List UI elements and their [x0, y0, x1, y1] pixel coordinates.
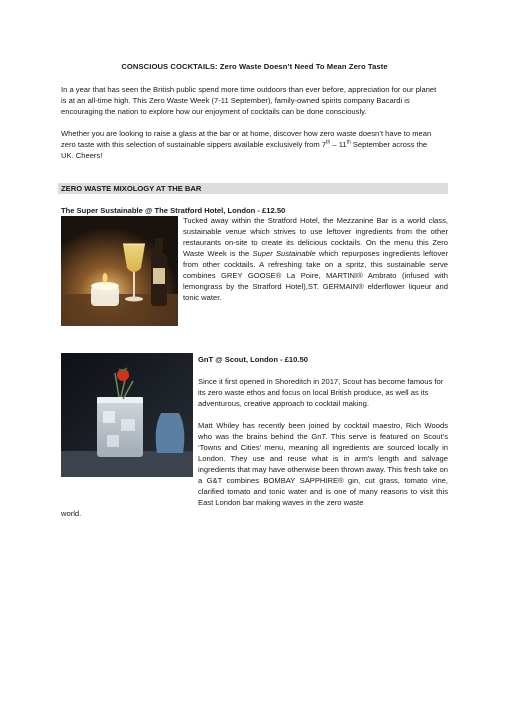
cocktail1-text-a: Tucked away within the Stratford Hotel, the Mezzanine Bar is a world class, sustainable venue which strives to use leftover ingredients from the other restaurants on-site to create its delicious cocktails. On the menu this Zero Waste Week is the: [183, 216, 448, 258]
cocktail2-heading: GnT @ Scout, London - £10.50: [198, 355, 308, 364]
cocktail2-description-1: Since it first opened in Shoreditch in 2017, Scout has become famous for its zero waste ethos and focus on local British produce, as well as its adventurous, creative approach to cocktail making.: [198, 377, 444, 408]
para2-text-a: Whether you are looking to raise a glass at the bar or at home, discover how zero waste doesn’t have to mean zero taste with this selection of sustainable sippers available exclusively from 7: [61, 129, 432, 149]
cocktail2-photo: [61, 353, 193, 477]
intro-paragraph: In a year that has seen the British public spend more time outdoors than ever before, appreciation for our planet is at an all-time high. This Zero Waste Week (7-11 September), family-owned spirits company Bacardi is encouraging the nation to explore how our enjoyment of cocktails can be done consciously.: [61, 85, 437, 116]
cocktail1-text-b: which repurposes ingredients leftover from other cocktails. A refreshing take on a spritz, this sustainable serve combines GREY GOOSE® La Poire, MARTINI® Ambrato (infused with lemongrass by the Stratford Hotel),ST. GERMAIN® elderflower liqueur and tonic water.: [183, 249, 448, 302]
cocktail1-heading: The Super Sustainable @ The Stratford Hotel, London - £12.50: [61, 206, 286, 215]
para2-sup-2: th: [346, 139, 351, 146]
para2-text-c: September across the UK. Cheers!: [61, 140, 428, 160]
second-paragraph: [61, 128, 441, 161]
document-title: CONSCIOUS COCKTAILS: Zero Waste Doesn’t Need To Mean Zero Taste: [121, 62, 388, 71]
cocktail2-description-2: Matt Whiley has recently been joined by cocktail maestro, Rich Woods who was the brains behind the GnT. This serve is featured on Scout’s ‘Towns and Cities’ menu, meaning all ingredients are sourced locally in London. They use and reuse what is in arm’s length and salvage ingredients that may have otherwise been thrown away. This fresh take on a G&T combines BOMBAY SAPPHIRE® gin, cut grass, tomato vine, clarified tomato and tonic water and is one of many reasons to visit this East London bar making waves in the zero waste: [198, 421, 448, 507]
cocktail1-text-italic: Super Sustainable: [252, 249, 316, 258]
cocktail2-description-end: world.: [61, 509, 82, 518]
para2-sup-1: th: [326, 139, 331, 146]
para2-text-b: – 11: [330, 140, 347, 149]
cocktail1-photo: [61, 216, 178, 326]
section-title: ZERO WASTE MIXOLOGY AT THE BAR: [61, 184, 202, 193]
spritz-cocktail-image: [61, 216, 178, 326]
gnt-cocktail-image: [61, 353, 193, 477]
cocktail1-description: [183, 215, 448, 303]
